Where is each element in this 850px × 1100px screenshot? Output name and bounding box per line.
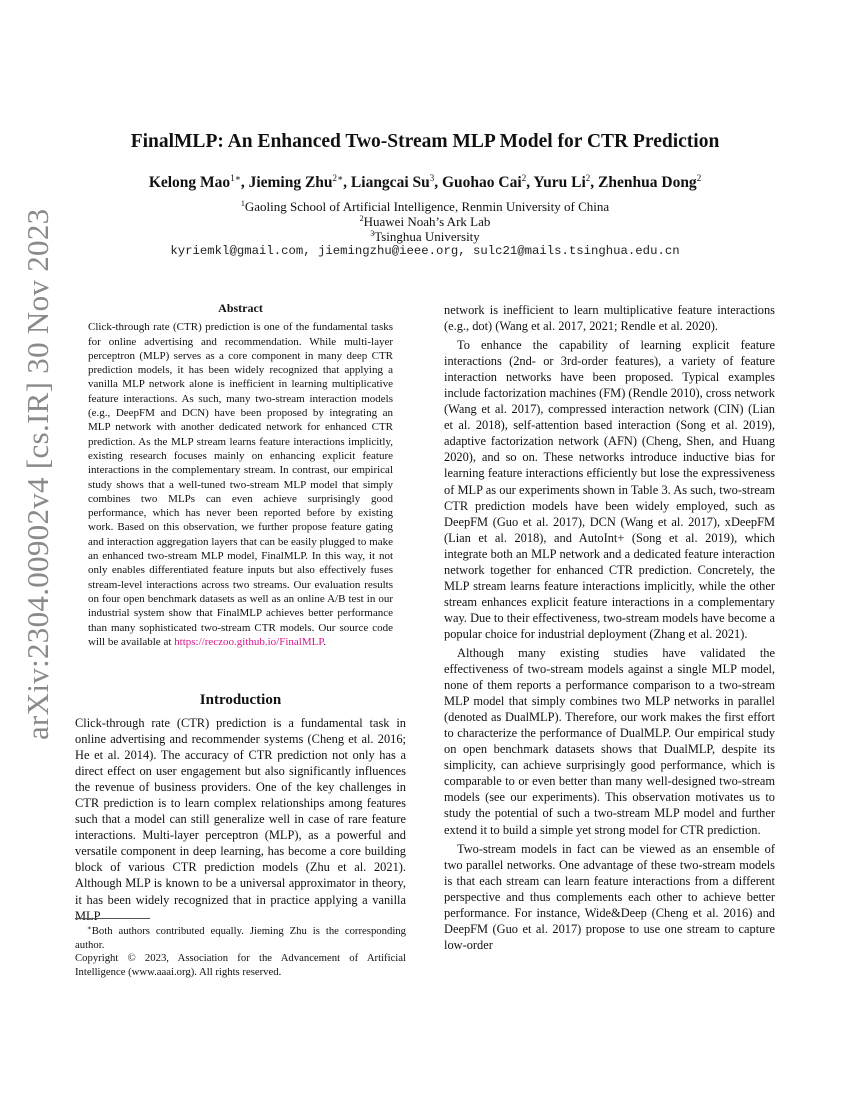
abstract-heading: Abstract [218,301,263,315]
author: Yuru Li$^2$, [533,173,599,191]
introduction-text: Click-through rate (CTR) prediction is a fundamental task in online advertising and recommender systems (Cheng et al. 2016; He et al. 2014). The accuracy of CTR prediction not only has a direct effect on user engagement but also significantly influences the revenue of business providers. One of the key challenges in CTR prediction is to learn complex relationships among features such that a model can still generalize well in case of rare feature interactions. Multi-layer perceptron (MLP), as a powerful and versatile component in deep learning, has become a core building block of various CTR prediction models (Zhu et al. 2021). Although MLP is known to be a universal approximator in theory, it has been widely recognized that in practice applying a vanilla MLP [75,716,406,923]
author: Guohao Cai$^2$, [442,173,534,191]
source-code-link[interactable]: https://reczoo.github.io/FinalMLP [174,635,324,648]
author: Kelong Mao$^{1∗}$, [148,173,249,191]
paragraph: network is inefficient to learn multiplicative feature interactions (e.g., dot) (Wang et al. 2017, 2021; Rendle et al. 2020). [444,303,775,334]
abstract-section [88,301,393,649]
paragraph: To enhance the capability of learning explicit feature interactions (2nd- or 3rd-order features), a variety of feature interaction networks have been proposed. Typical examples include factorization machines (FM) (Rendle 2010), cross network (Wang et al. 2017), compressed interaction network (CIN) (Lian et al. 2018), self-attention based interaction (Song et al. 2019), adaptive factorization network (AFN) (Cheng, Shen, and Huang 2020), and so on. These networks introduce inductive bias for learning feature interactions efficiently but lose the expressiveness of MLP as our experiments shown in Table 3. As such, two-stream CTR prediction models have been widely employed, such as DeepFM (Guo et al. 2017), DCN (Wang et al. 2017), xDeepFM (Lian et al. 2018), and AutoInt+ (Song et al. 2019), which integrate both an MLP network and a dedicated feature interaction network together for enhanced CTR prediction. Concretely, the MLP stream learns feature interactions implicitly, while the other stream enhances explicit feature interactions in a complementary way. Due to their effectiveness, two-stream models have become a popular choice for industrial deployment (Zhang et al. 2021). [444,338,776,641]
right-column-text [444,302,775,953]
footnotes [75,922,406,979]
paper-title: FinalMLP: An Enhanced Two-Stream MLP Model for CTR Prediction [130,131,720,152]
arxiv-identifier-stamp: arXiv:2304.00902v4 [cs.IR] 30 Nov 2023 [20,208,55,740]
affiliation-2: $^2$Huawei Noah’s Ark Lab [359,214,491,229]
paragraph: Although many existing studies have validated the effectiveness of two-stream models against a single MLP model, none of them reports a performance comparison to a two-stream MLP model that simply combines two MLP networks in parallel (denoted as DualMLP). Therefore, our work makes the first effort to characterize the performance of DualMLP. Our empirical study on open benchmark datasets shows that DualMLP, despite its simplicity, can achieve surprisingly good performance, which is comparable to or even better than many well-designed two-stream models (see our experiments). This observation motivates us to study the potential of such a two-stream MLP model and further extend it to build a simple yet strong model for CTR prediction. [444,645,775,837]
author: Jieming Zhu$^{2∗}$, [248,173,351,191]
introduction-heading: Introduction [199,692,282,708]
paragraph: Two-stream models in fact can be viewed as an ensemble of two parallel networks. One advantage of these two-stream models is that each stream can learn feature interactions from a different perspective and thus complements each other to achieve better performance. For instance, Wide&Deep (Cheng et al. 2016) and DeepFM (Guo et al. 2017) propose to use one stream to capture low-order [444,841,775,952]
footnote-divider [75,918,150,919]
author: Liangcai Su$^3$, [350,173,442,191]
copyright-note: Copyright © 2023, Association for the Advancement of Artificial Intelligence (www.aaai.org). All rights reserved. [75,952,406,978]
affiliation-1: $^1$Gaoling School of Artificial Intelligence, Renmin University of China [240,199,610,214]
author: Zhenhua Dong$^2$ [598,173,702,191]
affiliation-3: $^3$Tsinghua University [370,229,480,244]
equal-contribution-note: ∗Both authors contributed equally. Jieming Zhu is the corresponding author. [75,924,406,951]
abstract-text: Click-through rate (CTR) prediction is one of the fundamental tasks for online advertising and recommendation. While multi-layer perceptron (MLP) serves as a core component in many deep CTR prediction models, it has been widely recognized that applying a vanilla MLP network alone is inefficient in learning multiplicative feature interactions. As such, many two-stream interaction models (e.g., DeepFM and DCN) have been proposed by integrating an MLP network with another dedicated network for enhanced CTR prediction. As the MLP stream learns feature interactions implicitly, existing research focuses mainly on enhancing explicit feature interactions in the complementary stream. In contrast, our empirical study shows that a well-tuned two-stream MLP model that simply combines two MLPs can even achieve surprisingly good performance, which has never been reported before by existing work. Based on this observation, we further propose feature gating and interaction aggregation layers that can be easily plugged to make an enhanced two-stream MLP model, FinalMLP. In this way, it not only enables differentiated feature inputs but also effectively fuses stream-level interactions across two streams. Our evaluation results on four open benchmark datasets as well as an online A/B test in our industrial system show that FinalMLP achieves better performance than many sophisticated two-stream CTR models. Our source code will be available at https://reczoo.github.io/FinalMLP. [88,321,393,648]
author-emails: kyriemkl@gmail.com, jiemingzhu@ieee.org, sulc21@mails.tsinghua.edu.cn [170,244,680,258]
author-list [0,173,850,192]
